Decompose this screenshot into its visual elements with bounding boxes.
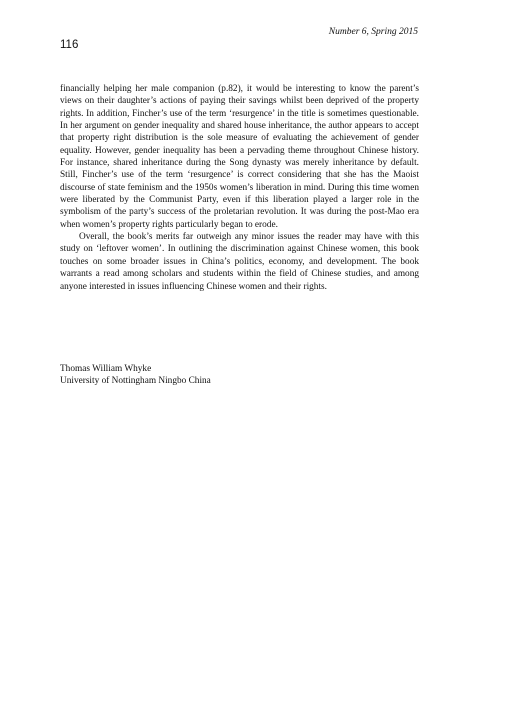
page-number: 116 <box>60 39 79 51</box>
author-name: Thomas William Whyke <box>60 364 152 374</box>
body-text <box>60 83 419 293</box>
paragraph-continued: financially helping her male companion (p.82), it would be interesting to know the parent’s views on their daughter’s actions of paying their savings whilst been deprived of the property rights. In addition, Fincher’s use of the term ‘resurgence’ in the title is sometimes questionable. In her argument on gender inequality and shared house inheritance, the author appears to accept that property right distribution is the sole measure of evaluating the achievement of gender equality. However, gender inequality has been a pervading theme throughout Chinese history. For instance, shared inheritance during the Song dynasty was merely inheritance by default. Still, Fincher’s use of the term ‘resurgence’ is correct considering that she has the Maoist discourse of state feminism and the 1950s women’s liberation in mind. During this time women were liberated by the Communist Party, even if this liberation played a larger role in the symbolism of the party’s success of the proletarian revolution. It was during the post-Mao era when women’s property rights particularly began to erode. <box>60 84 419 230</box>
paragraph-conclusion: Overall, the book’s merits far outweigh any minor issues the reader may have with this study on ‘leftover women’. In outlining the discrimination against Chinese women, this book touches on some broader issues in China’s politics, economy, and development. The book warrants a read among scholars and students within the field of Chinese studies, and among anyone interested in issues influencing Chinese women and their rights. <box>60 232 419 292</box>
running-head-title: Number 6, Spring 2015 <box>328 27 418 37</box>
author-affiliation: University of Nottingham Ningbo China <box>60 376 211 387</box>
author-signature-block <box>60 363 419 388</box>
